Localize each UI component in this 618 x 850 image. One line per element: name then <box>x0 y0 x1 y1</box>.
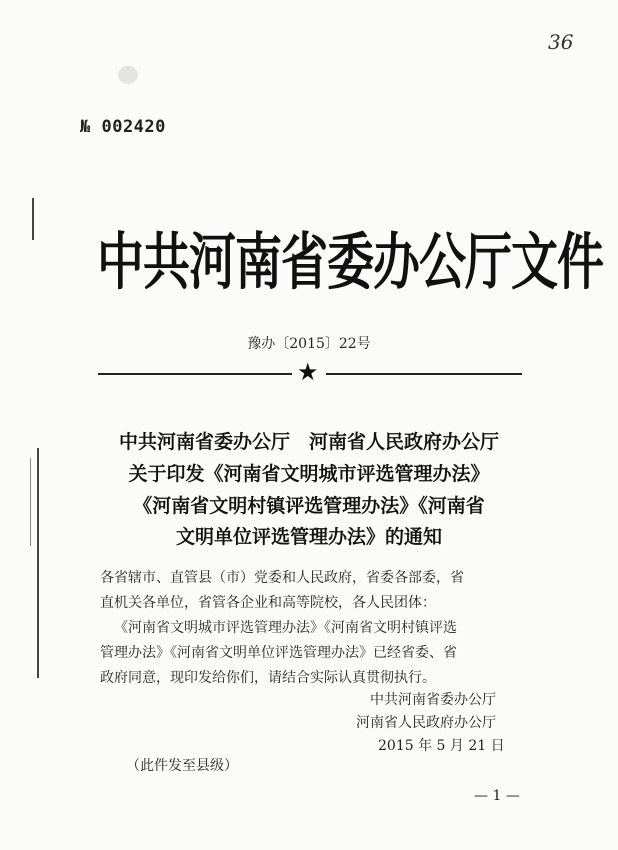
notice-title-line: 关于印发《河南省文明城市评选管理办法》 <box>128 463 490 485</box>
archive-page-number: 36 <box>548 30 574 54</box>
notice-title-line: 文明单位评选管理办法》的通知 <box>175 526 442 548</box>
serial-number: № 002420 <box>80 117 166 137</box>
signature-line: 河南省人民政府办公厅 <box>356 715 496 731</box>
separator-rule-right <box>326 373 522 375</box>
body-text-line: 政府同意，现印发给你们，请结合实际认真贯彻执行。 <box>100 670 436 686</box>
document-headline: 中共河南省委办公厅文件 <box>97 227 603 299</box>
binding-mark <box>32 198 34 240</box>
separator-rule-left <box>98 373 292 375</box>
distribution-note: （此件发至县级） <box>126 758 238 774</box>
document-number: 豫办〔2015〕22号 <box>247 336 371 352</box>
scan-blemish <box>118 66 138 84</box>
signature-line: 中共河南省委办公厅 <box>370 692 496 708</box>
issue-date: 2015 年 5 月 21 日 <box>378 738 505 754</box>
body-text-line: 《河南省文明城市评选管理办法》《河南省文明村镇评选 <box>114 620 457 636</box>
star-icon: ★ <box>297 358 319 386</box>
notice-title-line: 中共河南省委办公厅 河南省人民政府办公厅 <box>118 431 499 453</box>
body-text-line: 直机关各单位，省管各企业和高等院校，各人民团体： <box>100 595 436 611</box>
body-text-line: 各省辖市、直管县（市）党委和人民政府，省委各部委，省 <box>100 570 464 586</box>
notice-title-line: 《河南省文明村镇评选管理办法》《河南省 <box>133 495 485 517</box>
page-number: — 1 — <box>474 788 520 804</box>
body-text-line: 管理办法》《河南省文明单位评选管理办法》已经省委、省 <box>100 645 457 661</box>
